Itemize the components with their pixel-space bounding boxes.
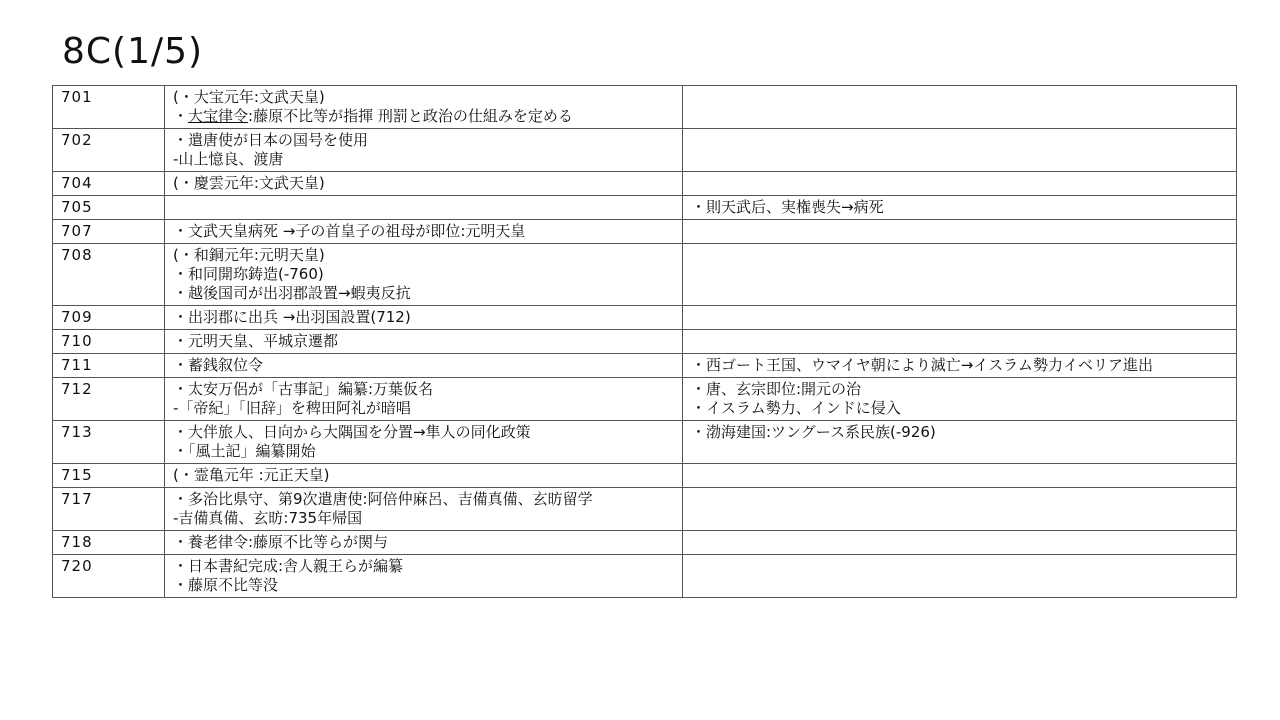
bullet-prefix: ・	[173, 107, 189, 125]
year-cell: 702	[53, 129, 165, 172]
event-line	[173, 265, 674, 284]
table-row	[53, 172, 1237, 196]
year-cell: 709	[53, 306, 165, 330]
japan-events-cell	[165, 488, 683, 531]
event-text: ・和同開珎鋳造(-760)	[173, 265, 324, 283]
table-row	[53, 330, 1237, 354]
year-cell: 701	[53, 86, 165, 129]
event-text: (・霊亀元年 :元正天皇)	[173, 466, 330, 484]
event-text: ・養老律令:藤原不比等らが関与	[173, 533, 389, 551]
year-cell: 710	[53, 330, 165, 354]
year-cell: 717	[53, 488, 165, 531]
table-row	[53, 129, 1237, 172]
timeline-body	[53, 86, 1237, 598]
world-events-cell	[683, 354, 1237, 378]
table-row	[53, 378, 1237, 421]
timeline-table	[52, 85, 1237, 598]
world-events-cell	[683, 531, 1237, 555]
world-events-cell	[683, 330, 1237, 354]
event-text: ・大伴旅人、日向から大隅国を分置→隼人の同化政策	[173, 423, 531, 441]
world-events-cell	[683, 555, 1237, 598]
table-row	[53, 306, 1237, 330]
page-title: 8C(1/5)	[62, 31, 204, 72]
event-text: -「帝紀」「旧辞」を稗田阿礼が暗唱	[173, 399, 411, 417]
year-cell: 707	[53, 220, 165, 244]
world-events-cell	[683, 464, 1237, 488]
year-cell: 704	[53, 172, 165, 196]
japan-events-cell	[165, 555, 683, 598]
event-line	[173, 442, 674, 461]
japan-events-cell	[165, 129, 683, 172]
world-events-cell	[683, 86, 1237, 129]
event-line	[173, 107, 674, 126]
event-text: -吉備真備、玄昉:735年帰国	[173, 509, 363, 527]
event-text: (・和銅元年:元明天皇)	[173, 246, 325, 264]
event-line	[173, 222, 674, 241]
table-row	[53, 555, 1237, 598]
world-event-line: ・則天武后、実権喪失→病死	[691, 198, 884, 216]
world-events-cell	[683, 196, 1237, 220]
world-events-cell	[683, 172, 1237, 196]
event-line	[173, 423, 674, 442]
table-row	[53, 421, 1237, 464]
world-events-cell	[683, 244, 1237, 306]
world-events-cell	[683, 129, 1237, 172]
japan-events-cell	[165, 306, 683, 330]
world-event-line: ・イスラム勢力、インドに侵入	[691, 399, 901, 417]
japan-events-cell	[165, 196, 683, 220]
event-line	[173, 174, 674, 193]
japan-events-cell	[165, 86, 683, 129]
underlined-term: 大宝律令	[188, 107, 249, 125]
table-row	[53, 196, 1237, 220]
japan-events-cell	[165, 354, 683, 378]
event-line	[173, 576, 674, 595]
japan-events-cell	[165, 172, 683, 196]
event-line	[173, 88, 674, 107]
event-text: :藤原不比等が指揮 刑罰と政治の仕組みを定める	[248, 107, 573, 125]
world-event-line: ・渤海建国:ツングース系民族(-926)	[691, 423, 936, 441]
event-text: ・多治比県守、第9次遣唐使:阿倍仲麻呂、吉備真備、玄昉留学	[173, 490, 593, 508]
world-events-cell	[683, 306, 1237, 330]
event-line	[173, 246, 674, 265]
table-row	[53, 86, 1237, 129]
year-cell: 715	[53, 464, 165, 488]
event-line	[173, 284, 674, 303]
table-row	[53, 354, 1237, 378]
japan-events-cell	[165, 330, 683, 354]
year-cell: 718	[53, 531, 165, 555]
year-cell: 711	[53, 354, 165, 378]
table-row	[53, 220, 1237, 244]
table-row	[53, 488, 1237, 531]
event-line	[173, 466, 674, 485]
world-events-cell	[683, 488, 1237, 531]
event-line	[173, 332, 674, 351]
event-text: ・越後国司が出羽郡設置→蝦夷反抗	[173, 284, 411, 302]
year-cell: 712	[53, 378, 165, 421]
event-text: ・文武天皇病死 →子の首皇子の祖母が即位:元明天皇	[173, 222, 526, 240]
world-event-line: ・西ゴート王国、ウマイヤ朝により滅亡→イスラム勢力イベリア進出	[691, 356, 1153, 374]
year-cell: 713	[53, 421, 165, 464]
japan-events-cell	[165, 531, 683, 555]
table-row	[53, 464, 1237, 488]
japan-events-cell	[165, 244, 683, 306]
event-line	[173, 131, 674, 150]
event-text: ・藤原不比等没	[173, 576, 279, 594]
japan-events-cell	[165, 378, 683, 421]
event-text: ・日本書紀完成:舎人親王らが編纂	[173, 557, 404, 575]
world-events-cell	[683, 378, 1237, 421]
event-line	[173, 490, 674, 509]
event-line	[173, 380, 674, 399]
world-events-cell	[683, 220, 1237, 244]
event-text: ・太安万侶が「古事記」編纂:万葉仮名	[173, 380, 434, 398]
event-text: ・遣唐使が日本の国号を使用	[173, 131, 369, 149]
event-line	[173, 533, 674, 552]
event-text: ・「風土記」編纂開始	[173, 442, 316, 460]
event-text: ・元明天皇、平城京遷都	[173, 332, 339, 350]
event-line	[173, 509, 674, 528]
world-event-line: ・唐、玄宗即位:開元の治	[691, 380, 862, 398]
table-row	[53, 244, 1237, 306]
year-cell: 720	[53, 555, 165, 598]
world-events-cell	[683, 421, 1237, 464]
event-text: ・出羽郡に出兵 →出羽国設置(712)	[173, 308, 411, 326]
event-line	[173, 399, 674, 418]
event-text: -山上憶良、渡唐	[173, 150, 284, 168]
event-line	[173, 150, 674, 169]
year-cell: 708	[53, 244, 165, 306]
event-text: ・蓄銭叙位令	[173, 356, 264, 374]
japan-events-cell	[165, 421, 683, 464]
event-text: (・大宝元年:文武天皇)	[173, 88, 325, 106]
year-cell: 705	[53, 196, 165, 220]
japan-events-cell	[165, 220, 683, 244]
table-row	[53, 531, 1237, 555]
event-line	[173, 308, 674, 327]
event-line	[173, 356, 674, 375]
event-line	[173, 557, 674, 576]
japan-events-cell	[165, 464, 683, 488]
event-text: (・慶雲元年:文武天皇)	[173, 174, 325, 192]
